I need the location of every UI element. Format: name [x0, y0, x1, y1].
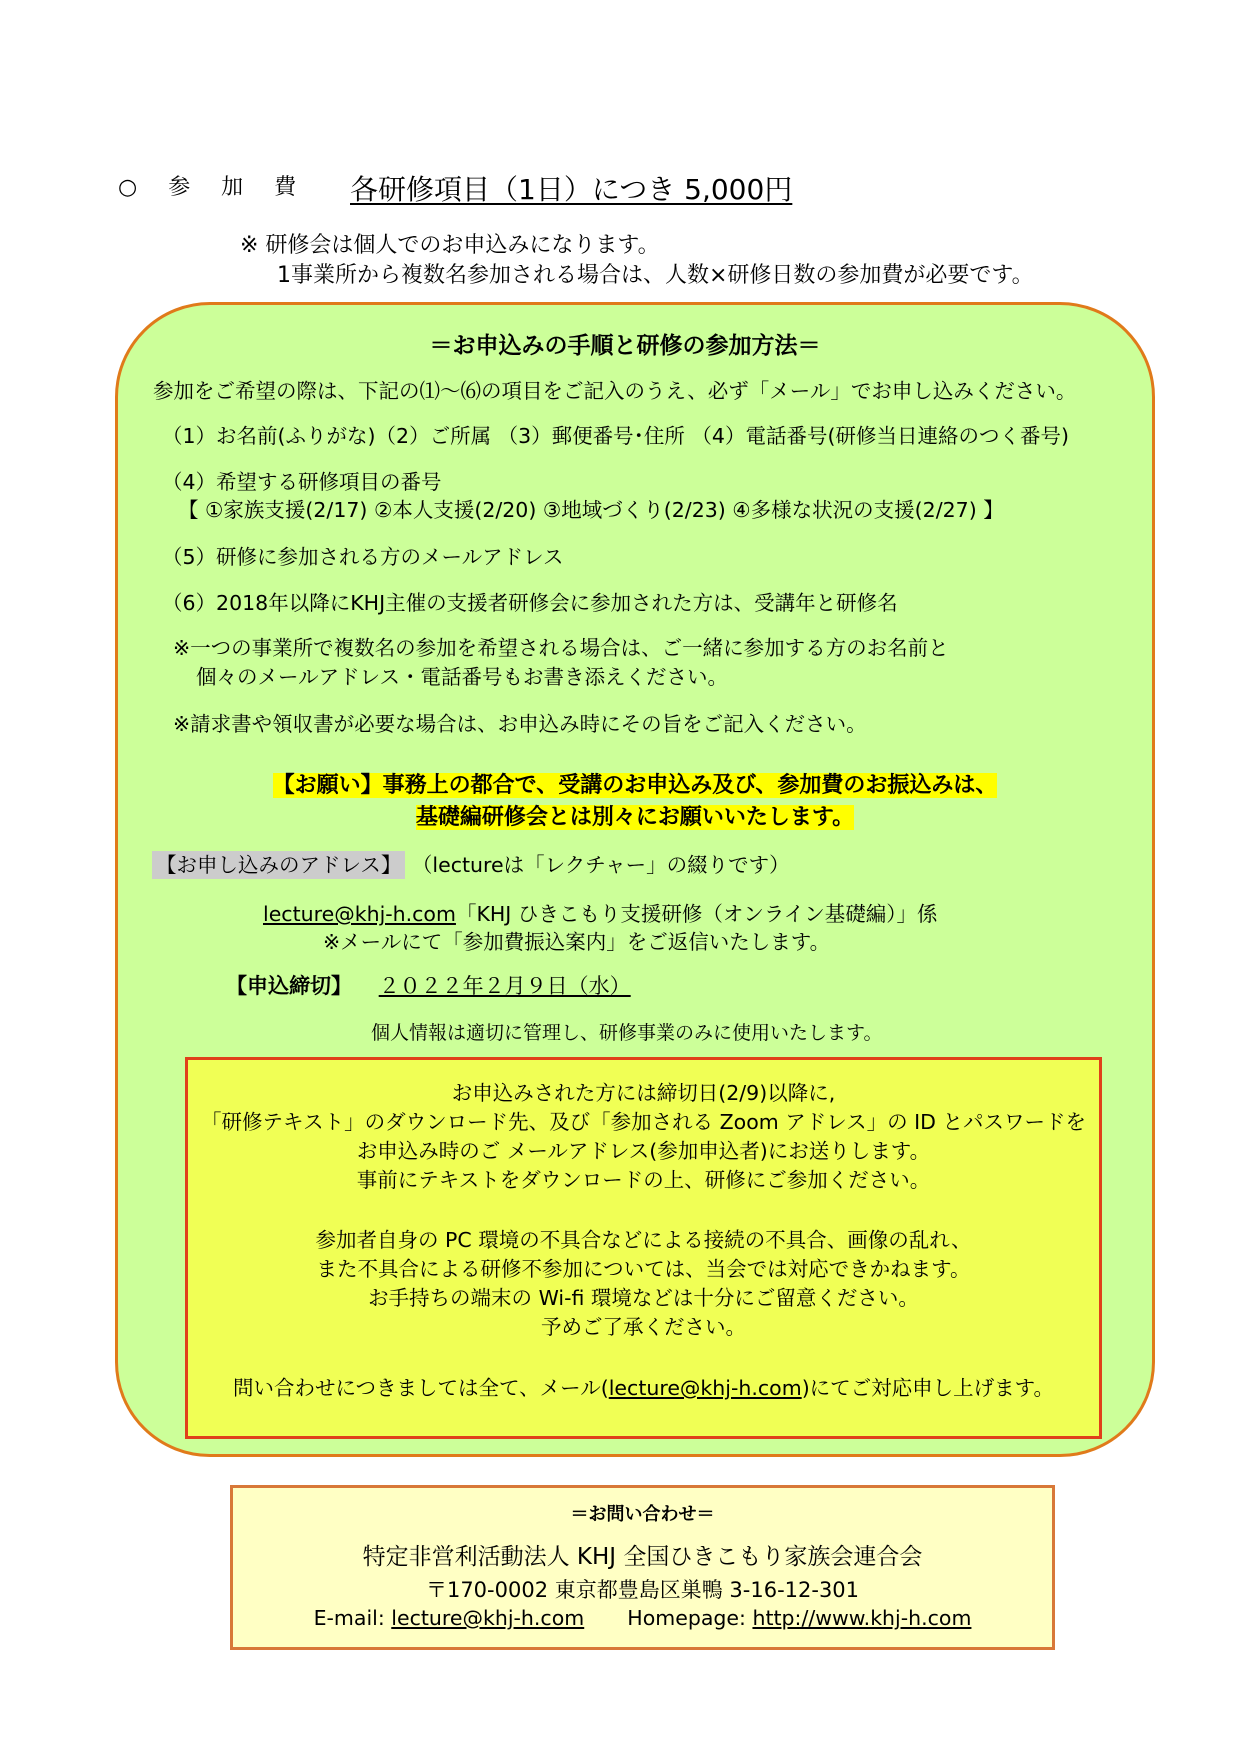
notice-line: 予めご了承ください。	[541, 1315, 746, 1339]
fee-amount: 各研修項目（1日）につき 5,000円	[350, 173, 793, 206]
notice-line: お申込み時のご メールアドレス(参加申込者)にお送りします。	[356, 1139, 931, 1163]
contact-footer	[230, 1485, 1055, 1650]
item-5: （5）研修に参加される方のメールアドレス	[162, 545, 564, 569]
reply-note: ※メールにて「参加費振込案内」をご返信いたします。	[323, 930, 831, 954]
email-suffix: 「KHJ ひきこもり支援研修（オンライン基礎編）」係	[455, 902, 938, 926]
fee-label: ○ 参 加 費	[118, 175, 309, 200]
procedure-title: ＝お申込みの手順と研修の参加方法＝	[429, 333, 821, 359]
deadline-date: ２０２２年２月９日（水）	[378, 974, 631, 998]
note-multiple: 1事業所から複数名参加される場合は、人数×研修日数の参加費が必要です。	[277, 263, 1034, 288]
footer-homepage-label: Homepage:	[627, 1606, 753, 1630]
contact-email-link[interactable]: lecture@khj-h.com	[608, 1376, 802, 1400]
notice-box	[185, 1057, 1102, 1439]
footer-org: 特定非営利活動法人 KHJ 全国ひきこもり家族会連合会	[362, 1544, 923, 1570]
privacy-note: 個人情報は適切に管理し、研修事業のみに使用いたします。	[371, 1022, 883, 1044]
footer-email-link[interactable]: lecture@khj-h.com	[391, 1606, 585, 1630]
footer-address: 〒170-0002 東京都豊島区巣鴨 3-16-12-301	[425, 1578, 860, 1602]
item-4-title: （4）希望する研修項目の番号	[162, 470, 442, 494]
item-4-options: 【 ①家族支援(2/17) ②本人支援(2/20) ③地域づくり(2/23) ④多様な状況の支援(2/27) 】	[178, 498, 1004, 522]
email-link[interactable]: lecture@khj-h.com	[263, 902, 456, 926]
note-multi-2: 個々のメールアドレス・電話番号もお書き添えください。	[196, 665, 728, 689]
note-invoice: ※請求書や領収書が必要な場合は、お申込み時にその旨をご記入ください。	[173, 712, 867, 736]
request-line-1: 【お願い】事務上の都合で、受講のお申込み及び、参加費のお振込みは、	[272, 773, 998, 798]
note-individual: ※ 研修会は個人でのお申込みになります。	[240, 233, 660, 258]
notice-line: お手持ちの端末の Wi-fi 環境などは十分にご留意ください。	[368, 1286, 919, 1310]
footer-title: ＝お問い合わせ＝	[570, 1504, 715, 1525]
footer-homepage-link[interactable]: http://www.khj-h.com	[752, 1606, 972, 1630]
procedure-intro: 参加をご希望の際は、下記の⑴～⑹の項目をご記入のうえ、必ず「メール」でお申し込みください。	[153, 379, 1077, 403]
contact-prefix: 問い合わせにつきましては全て、メール(	[232, 1376, 609, 1400]
notice-line: 事前にテキストをダウンロードの上、研修にご参加ください。	[356, 1168, 931, 1192]
footer-email-label: E-mail:	[313, 1606, 392, 1630]
contact-suffix: )にてご対応申し上げます。	[801, 1376, 1055, 1400]
item-1-4: （1）お名前(ふりがな)（2）ご所属 （3）郵便番号･住所 （4）電話番号(研修当日連絡のつく番号)	[162, 424, 1069, 448]
notice-line: 「研修テキスト」のダウンロード先、及び「参加される Zoom アドレス」の ID とパスワードを	[201, 1110, 1086, 1134]
notice-line: 参加者自身の PC 環境の不具合などによる接続の不具合、画像の乱れ、	[315, 1228, 972, 1252]
request-line-2: 基礎編研修会とは別々にお願いいたします。	[415, 805, 855, 830]
notice-line: お申込みされた方には締切日(2/9)以降に,	[451, 1081, 836, 1105]
address-note: （lectureは「レクチャー」の綴りです）	[411, 853, 790, 877]
deadline-label: 【申込締切】	[226, 974, 352, 998]
address-label: 【お申し込みのアドレス】	[152, 851, 405, 879]
note-multi-1: ※一つの事業所で複数名の参加を希望される場合は、ご一緒に参加する方のお名前と	[173, 636, 949, 660]
notice-line: また不具合による研修不参加については、当会では対応できかねます。	[316, 1257, 971, 1281]
item-6: （6）2018年以降にKHJ主催の支援者研修会に参加された方は、受講年と研修名	[162, 591, 898, 615]
